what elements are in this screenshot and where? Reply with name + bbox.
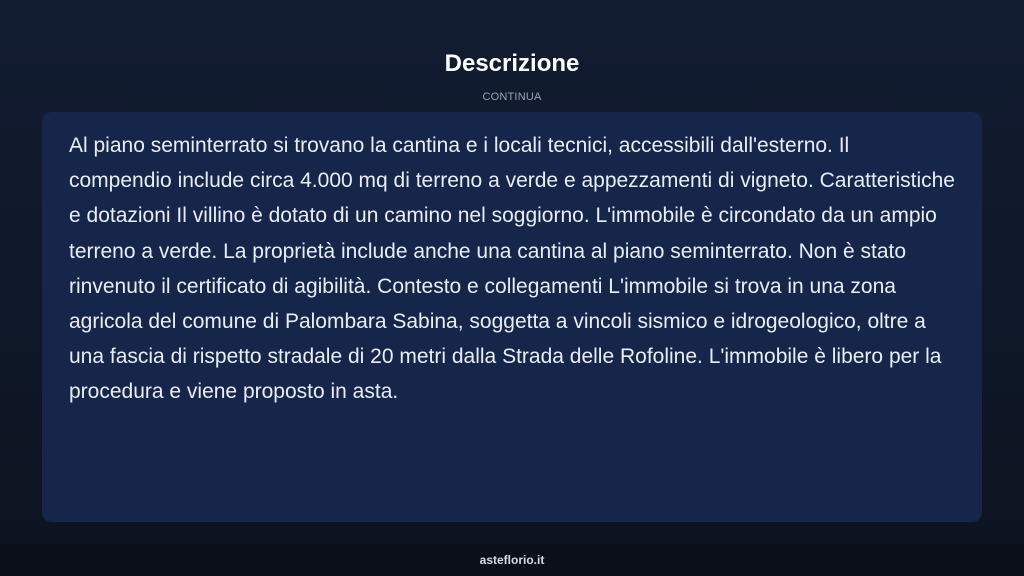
page-title: Descrizione (444, 50, 580, 77)
continue-label: CONTINUA (482, 91, 542, 103)
footer-site-name: asteflorio.it (479, 553, 545, 567)
description-text: Al piano seminterrato si trovano la cantina e i locali tecnici, accessibili dall'esterno. Il compendio include circa 4.000 mq di terreno a verde e appezzamenti di vigneto. Caratteristiche e dotazioni Il villino è dotato di un camino nel soggiorno. L'immobile è circondato da un ampio terreno a verde. La proprietà include anche una cantina al piano seminterrato. Non è stato rinvenuto il certificato di agibilità. Contesto e collegamenti L'immobile si trova in una zona agricola del comune di Palombara Sabina, soggetta a vincoli sismico e idrogeologico, oltre a una fascia di rispetto stradale di 20 metri dalla Strada delle Rofoline. L'immobile è libero per la procedura e viene proposto in asta. (69, 134, 955, 404)
footer-bar (0, 544, 1024, 576)
description-card (42, 112, 982, 522)
